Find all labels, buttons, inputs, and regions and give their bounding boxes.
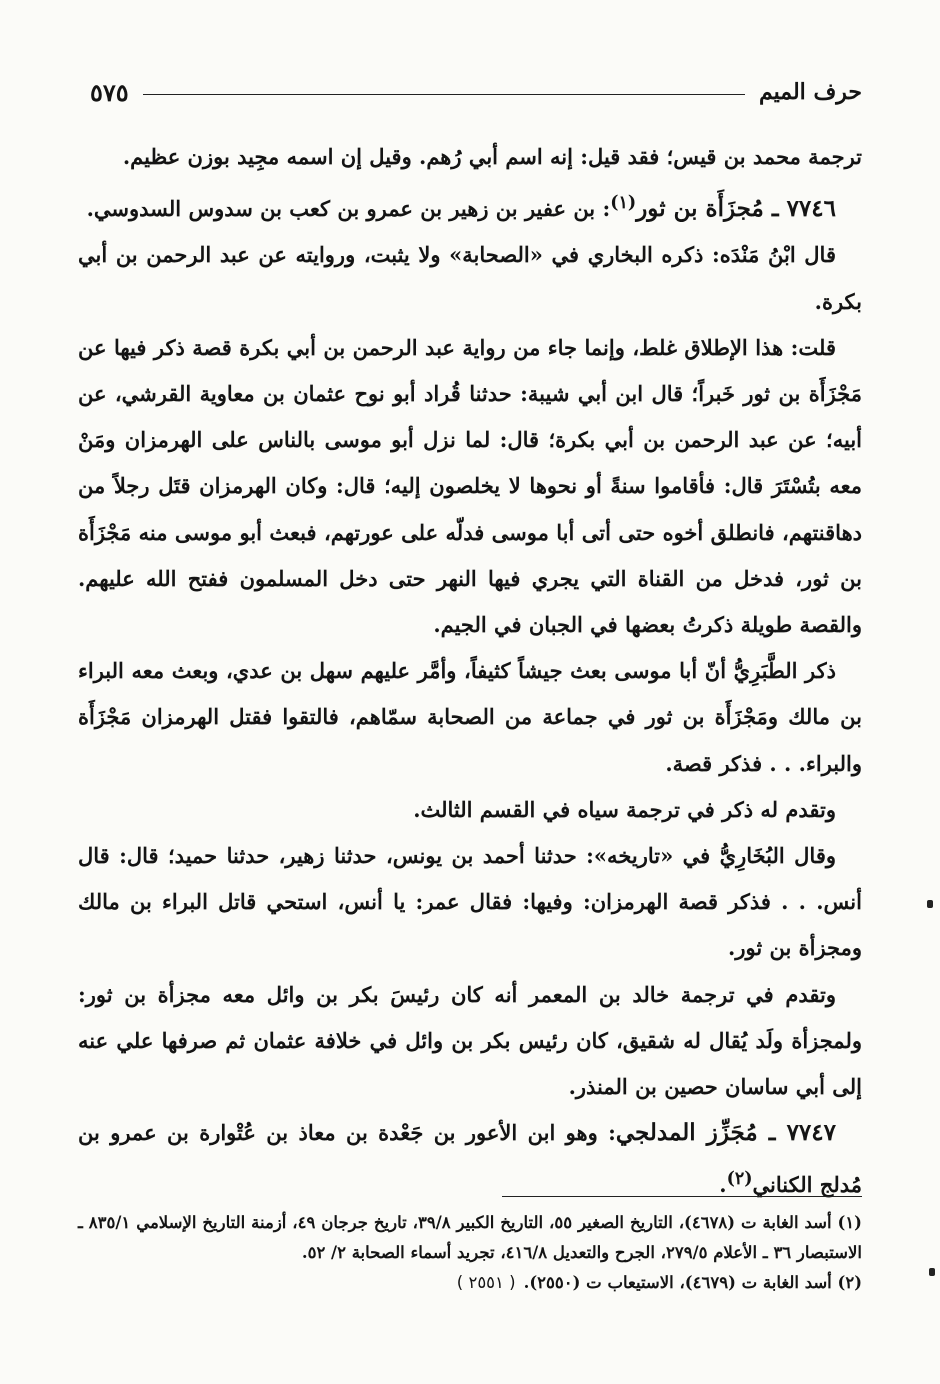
paragraph: قال ابْنُ مَنْدَه: ذكره البخاري في «الصحابة» ولا يثبت، وروايته عن عبد الرحمن بن أبي بكرة. <box>78 242 862 314</box>
running-header <box>90 70 862 114</box>
footnote-text: (٢) أسد الغابة ت (٤٦٧٩)، الاستيعاب ت (٢٥٥٠). <box>523 1273 862 1292</box>
footnotes <box>78 1208 862 1298</box>
entry-heading: ٧٧٤٧ ـ مُجَزِّز المدلجي <box>615 1119 836 1147</box>
scan-mark <box>929 1268 935 1276</box>
entry-7746 <box>78 180 862 232</box>
scan-mark <box>927 900 933 908</box>
entry-text-end: . <box>719 1172 727 1198</box>
paragraph: وتقدم في ترجمة خالد بن المعمر أنه كان رئيسَ بكر بن وائل معه مجزأة بن ثور: ولمجزأة ولَد يُقال له شقيق، كان رئيس بكر بن وائل في خلافة عثمان ثم صرفها علي عنه إلى أبي ساسان حصين بن المنذر. <box>78 981 862 1100</box>
main-text <box>78 134 862 1209</box>
footnote-ref: (١) <box>610 193 637 214</box>
entry-text: : وهو ابن الأعور بن جَعْدة بن معاذ بن عُتْوارة بن عمرو بن مُدلج الكناني <box>78 1120 862 1198</box>
paragraph: وقال البُخَارِيُّ في «تاريخه»: حدثنا أحمد بن يونس، حدثنا زهير، حدثنا حميد؛ قال: قال أنس. . . فذكر قصة الهرمزان: وفيها: فقال عمر: يا أنس، استحي قاتل البراء بن مالك ومجزأة بن ثور. <box>78 843 862 961</box>
page-number: ٥٧٥ <box>90 77 129 107</box>
footnote: (١) أسد الغابة ت (٤٦٧٨)، التاريخ الصغير ٥٥، التاريخ الكبير ٣٩/٨، تاريخ جرجان ٤٩، أزمنة التاريخ الإسلامي ٨٣٥/١ ـ الاستبصار ٣٦ ـ الأعلام ٢٧٩/٥، الجرح والتعديل ٤١٦/٨، تجريد أسماء الصحابة ٢/ ٥٢. <box>78 1213 862 1262</box>
entry-text: : بن عفير بن زهير بن عمرو بن كعب بن سدوس السدوسي. <box>86 196 611 222</box>
paragraph: ذكر الطَّبَرِيُّ أنّ أبا موسى بعث جيشاً كثيفاً، وأمَّر عليهم سهل بن عدي، وبعث معه البراء بن مالك ومَجْزَأَة بن ثور في جماعة من الصحابة سمّاهم، فالتقوا فقتل الهرمزان مَجْزَأَة والبراء. . . فذكر قصة. <box>78 658 862 776</box>
paragraph: قلت: هذا الإطلاق غلط، وإنما جاء من رواية عبد الرحمن بن أبي بكرة قصة ذكر فيها عن مَجْزَأَة بن ثور خَبراً؛ قال ابن أبي شيبة: حدثنا قُراد أبو نوح عثمان بن معاوية القرشي، عن أبيه؛ عن عبد الرحمن بن أبي بكرة؛ قال: لما نزل أبو موسى بالناس على الهرمزان ومَنْ معه بتُسْتَرَ قال: فأقاموا سنةً أو نحوها لا يخلصون إليه؛ قال: وكان الهرمزان قتَل رجلاً من دهاقنتهم، فانطلق أخوه حتى أتى أبا موسى فدلّه على عورتهم، فبعث أبو موسى منه مَجْزَأَة بن ثور، فدخل من القناة التي يجري فيها النهر حتى دخل المسلمون ففتح الله عليهم. والقصة طويلة ذكرتُ بعضها في الجبان في الجيم. <box>78 334 862 638</box>
handwritten-note: ( ٢٥٥١ ) <box>456 1273 516 1292</box>
footnote-ref: (٢) <box>726 1169 753 1190</box>
paragraph: وتقدم له ذكر في ترجمة سياه في القسم الثالث. <box>413 796 836 822</box>
footnote <box>78 1268 862 1298</box>
header-rule <box>143 94 745 95</box>
chapter-title: حرف الميم <box>758 79 862 105</box>
paragraph: ترجمة محمد بن قيس؛ فقد قيل: إنه اسم أبي رُهم. وقيل إن اسمه مجِيد بوزن عظيم. <box>122 144 862 169</box>
entry-7747 <box>78 1110 862 1208</box>
footnote-rule <box>502 1196 862 1197</box>
entry-heading: ٧٧٤٦ ـ مُجزَأَة بن ثور <box>636 195 836 223</box>
